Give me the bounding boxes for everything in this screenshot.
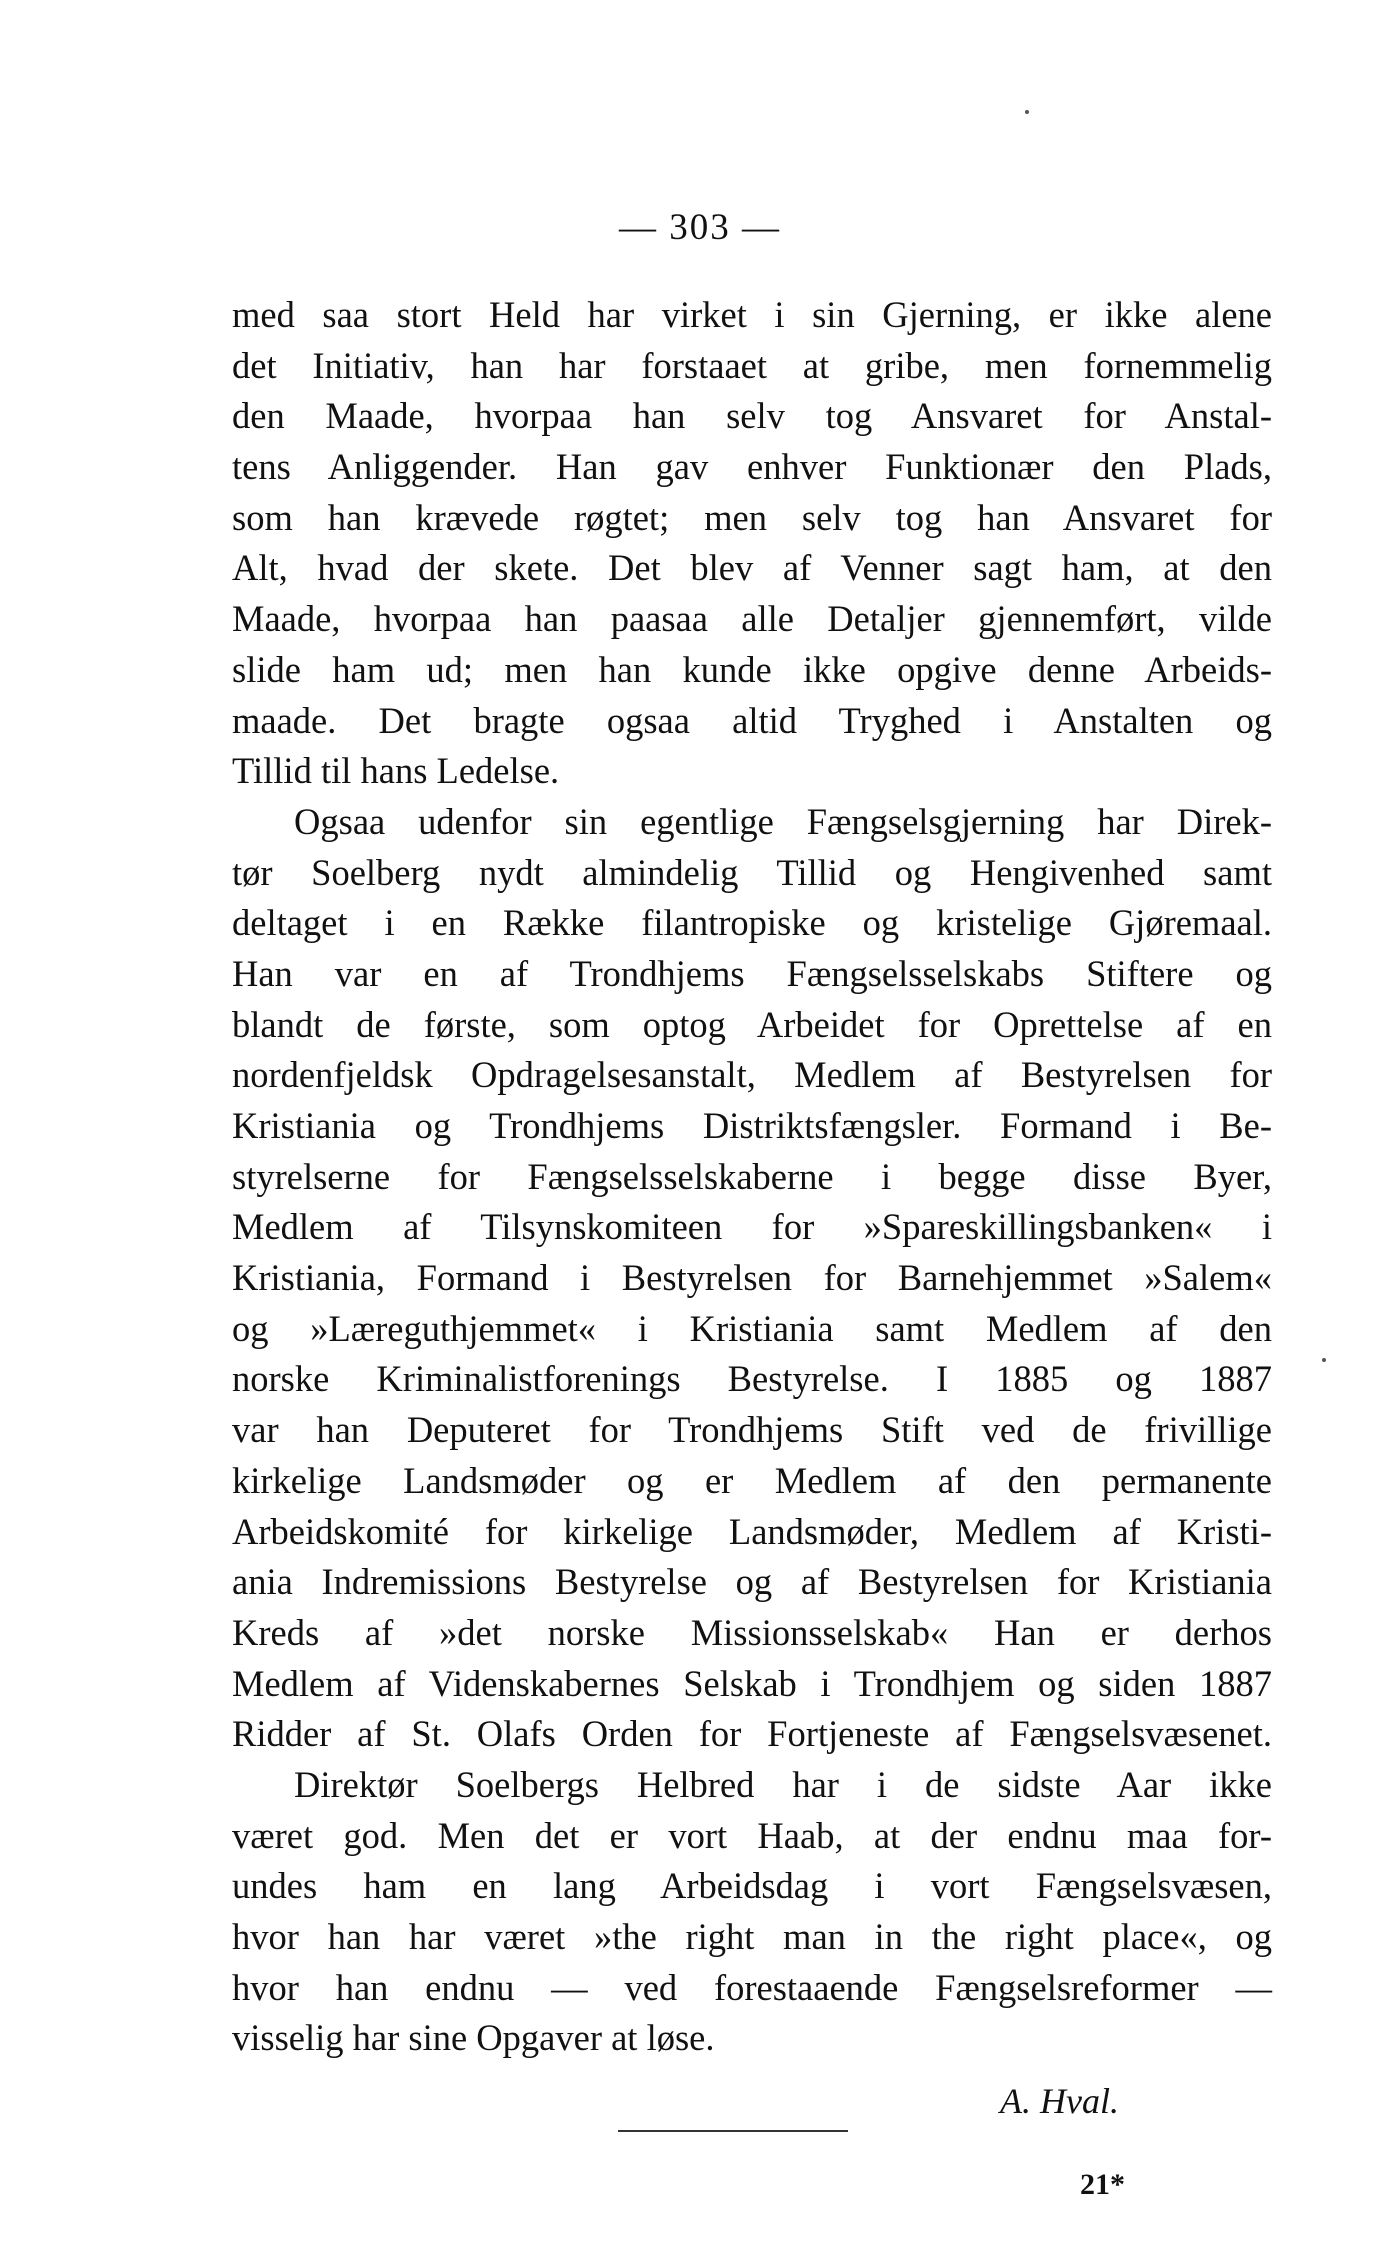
signature-mark: 21* xyxy=(1080,2168,1125,2201)
text-line: Ridder af St. Olafs Orden for Fortjeneste af Fængselsvæsenet. xyxy=(232,1713,1272,1755)
text-line: hvor han endnu — ved forestaaende Fængselsreformer — xyxy=(232,1966,1272,2008)
text-line: var han Deputeret for Trondhjems Stift ved de frivillige xyxy=(232,1409,1272,1451)
text-line: visselig har sine Opgaver at løse. xyxy=(232,2017,715,2059)
text-line: deltaget i en Række filantropiske og kristelige Gjøremaal. xyxy=(232,902,1272,944)
text-line: Kristiania og Trondhjems Distriktsfængsler. Formand i Be- xyxy=(232,1105,1272,1146)
text-line: blandt de første, som optog Arbeidet for Oprettelse af en xyxy=(232,1003,1272,1045)
print-speck xyxy=(1322,1358,1326,1362)
text-line: Kristiania, Formand i Bestyrelsen for Barnehjemmet »Salem« xyxy=(232,1257,1272,1299)
text-line: kirkelige Landsmøder og er Medlem af den permanente xyxy=(232,1459,1272,1501)
text-line: maade. Det bragte ogsaa altid Tryghed i Anstalten og xyxy=(232,699,1272,741)
text-line: slide ham ud; men han kunde ikke opgive denne Arbeids- xyxy=(232,648,1272,690)
text-line: Han var en af Trondhjems Fængselsselskabs Stiftere og xyxy=(232,952,1272,994)
text-line: tør Soelberg nydt almindelig Tillid og Hengivenhed samt xyxy=(232,851,1272,893)
text-line: Tillid til hans Ledelse. xyxy=(232,750,560,792)
footnote-rule xyxy=(618,2130,848,2132)
text-line: Medlem af Videnskabernes Selskab i Trondhjem og siden 1887 xyxy=(232,1662,1272,1704)
text-line: Kreds af »det norske Missionsselskab« Han er derhos xyxy=(232,1611,1272,1653)
text-line: det Initiativ, han har forstaaet at gribe, men fornemmelig xyxy=(232,344,1272,386)
text-line: undes ham en lang Arbeidsdag i vort Fængselsvæsen, xyxy=(232,1865,1272,1907)
print-speck xyxy=(1025,110,1029,114)
text-line: Medlem af Tilsynskomiteen for »Spareskillingsbanken« i xyxy=(232,1206,1272,1248)
text-line: tens Anliggender. Han gav enhver Funktionær den Plads, xyxy=(232,446,1272,488)
text-line: med saa stort Held har virket i sin Gjerning, er ikke alene xyxy=(232,294,1272,335)
text-line: den Maade, hvorpaa han selv tog Ansvaret for Anstal- xyxy=(232,395,1272,437)
text-line: hvor han har været »the right man in the right place«, og xyxy=(232,1916,1272,1957)
text-line: Direktør Soelbergs Helbred har i de sidste Aar ikke xyxy=(294,1763,1272,1805)
text-line: ania Indremissions Bestyrelse og af Bestyrelsen for Kristiania xyxy=(232,1561,1272,1603)
text-line: været god. Men det er vort Haab, at der endnu maa for- xyxy=(232,1814,1272,1856)
author-signature: A. Hval. xyxy=(1000,2081,1119,2121)
text-line: og »Læreguthjemmet« i Kristiania samt Medlem af den xyxy=(232,1307,1272,1349)
text-line: styrelserne for Fængselsselskaberne i begge disse Byer, xyxy=(232,1155,1272,1197)
body-text xyxy=(232,290,1272,2064)
text-line: nordenfjeldsk Opdragelsesanstalt, Medlem af Bestyrelsen for xyxy=(232,1054,1272,1096)
text-line: Ogsaa udenfor sin egentlige Fængselsgjerning har Direk- xyxy=(294,800,1272,842)
text-line: norske Kriminalistforenings Bestyrelse. I 1885 og 1887 xyxy=(232,1358,1272,1400)
text-line: Arbeidskomité for kirkelige Landsmøder, Medlem af Kristi- xyxy=(232,1510,1272,1552)
text-line: Alt, hvad der skete. Det blev af Venner sagt ham, at den xyxy=(232,547,1272,589)
text-line: som han krævede røgtet; men selv tog han Ansvaret for xyxy=(232,496,1272,538)
text-line: Maade, hvorpaa han paasaa alle Detaljer gjennemført, vilde xyxy=(232,598,1272,640)
page-number-header: — 303 — xyxy=(619,207,781,248)
